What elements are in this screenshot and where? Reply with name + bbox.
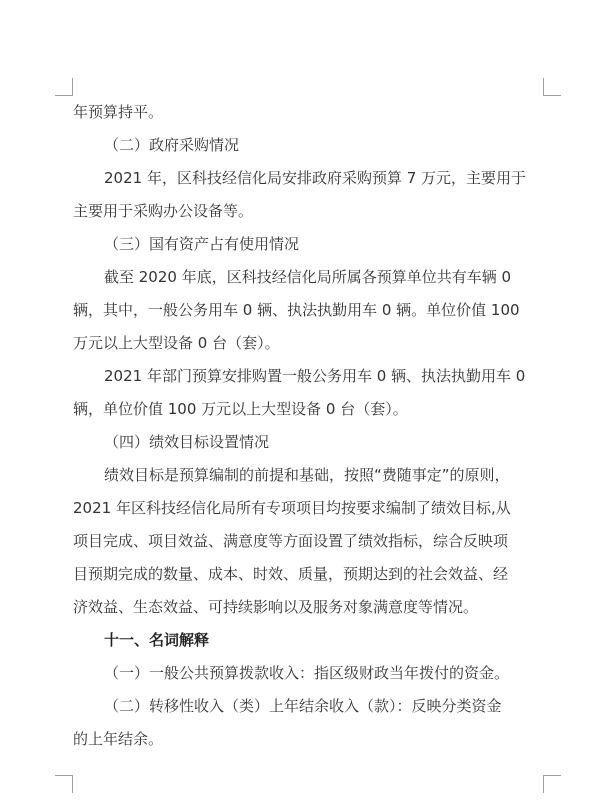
crop-mark-top-left — [55, 78, 73, 96]
section-heading-performance-targets: （四）绩效目标设置情况 — [104, 433, 270, 451]
paragraph-line: （一）一般公共预算拨款收入：指区级财政当年拨付的资金。 — [104, 664, 510, 682]
paragraph-line: 主要用于采购办公设备等。 — [73, 202, 254, 220]
section-heading-government-procurement: （二）政府采购情况 — [104, 136, 240, 154]
crop-mark-top-right — [543, 78, 561, 96]
paragraph-line: 截至 2020 年底，区科技经信化局所属各预算单位共有车辆 0 — [104, 268, 512, 286]
paragraph-line: 万元以上大型设备 0 台（套）。 — [73, 334, 280, 352]
paragraph-line: 绩效目标是预算编制的前提和基础，按照“费随事定”的原则， — [104, 466, 510, 484]
paragraph-line: 辆，其中，一般公务用车 0 辆、执法执勤用车 0 辆。单位价值 100 — [73, 301, 520, 319]
paragraph-line: 目预期完成的数量、成本、时效、质量，预期达到的社会效益、经 — [73, 565, 509, 583]
paragraph-line: 年预算持平。 — [73, 103, 164, 121]
paragraph-line: 辆，单位价值 100 万元以上大型设备 0 台（套）。 — [73, 400, 408, 418]
paragraph-line: （二）转移性收入（类）上年结余收入（款）：反映分类资金 — [104, 697, 502, 715]
paragraph-line: 2021 年区科技经信化局所有专项项目均按要求编制了绩效目标,从 — [73, 499, 511, 517]
paragraph-line: 2021 年，区科技经信化局安排政府采购预算 7 万元，主要用于 — [104, 169, 527, 187]
paragraph-line: 2021 年部门预算安排购置一般公务用车 0 辆、执法执勤用车 0 — [104, 367, 526, 385]
paragraph-line: 的上年结余。 — [73, 730, 164, 748]
paragraph-line: 项目完成、项目效益、满意度等方面设置了绩效指标，综合反映项 — [73, 532, 509, 550]
paragraph-line: 济效益、生态效益、可持续影响以及服务对象满意度等情况。 — [73, 598, 479, 616]
crop-mark-bottom-left — [55, 775, 73, 793]
crop-mark-bottom-right — [543, 775, 561, 793]
section-heading-state-assets: （三）国有资产占有使用情况 — [104, 235, 300, 253]
chapter-heading-glossary: 十一、名词解释 — [104, 631, 210, 649]
